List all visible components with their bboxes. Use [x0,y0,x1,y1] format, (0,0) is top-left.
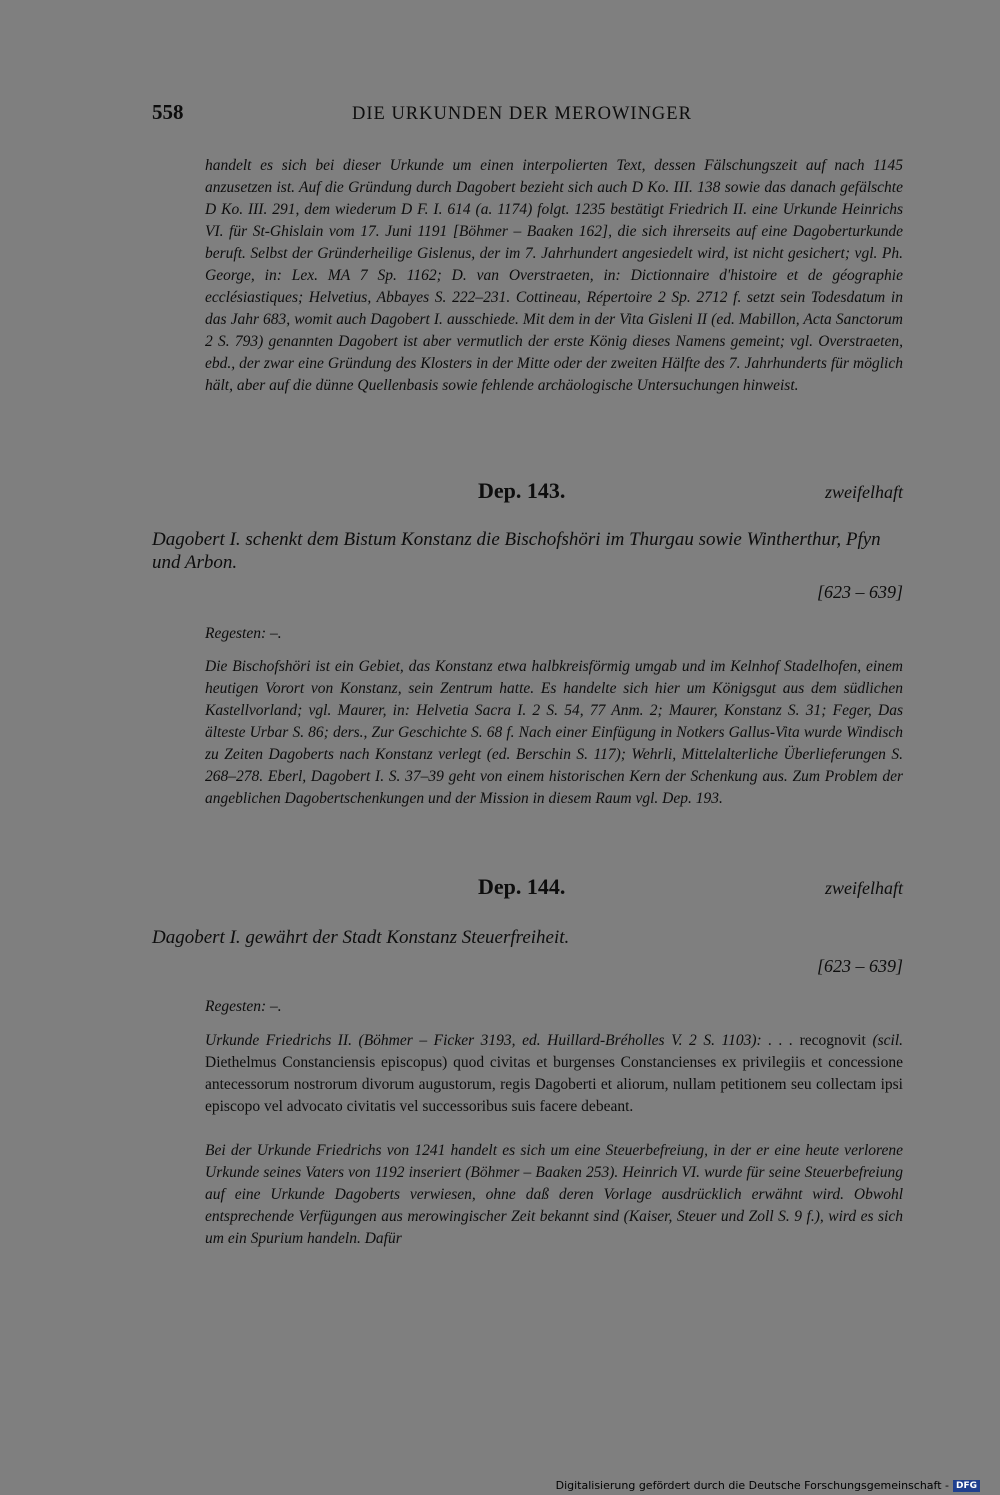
dep144-commentary: Bei der Urkunde Friedrichs von 1241 handelt es sich um eine Steuerbefreiung, in der er eine heute verlorene Urkunde seines Vaters von 1192 inseriert (Böhmer – Baaken 253). Heinrich VI. wurde für seine Steuerbefreiung auf eine Urkunde Dagoberts verwiesen, ohne daß deren Vorlage ausdrücklich erwähnt wird. Obwohl entsprechende Verfügungen aus merowingischer Zeit bekannt sind (Kaiser, Steuer und Zoll S. 9 f.), wird es sich um ein Spurium handeln. Dafür [205,1142,903,1247]
dep144-date: [623 – 639] [816,956,903,976]
quote-recognovit: recognovit [799,1032,866,1049]
dep143-date: [623 – 639] [816,582,903,602]
dep143-regesten: Regesten: –. [205,625,282,642]
dep143-commentary: Die Bischofshöri ist ein Gebiet, das Konstanz etwa halbkreisförmig umgab und im Kelnhof Stadelhofen, einem heutigen Vorort von Konstanz, sein Zentrum hatte. Es handelte sich hier um Königsgut aus dem südlichen Kastellvorland; vgl. Maurer, in: Helvetia Sacra I. 2 S. 54, 77 Anm. 2; Maurer, Konstanz S. 31; Feger, Das älteste Urbar S. 86; ders., Zur Geschichte S. 68 f. Nach einer Einfügung in Notkers Gallus-Vita wurde Windisch zu Zeiten Dagoberts nach Konstanz verlegt (ed. Berschin S. 117); Wehrli, Mittelalterliche Überlieferungen S. 268–278. Eberl, Dagobert I. S. 37–39 geht von einem historischen Kern der Schenkung aus. Zum Problem der angeblichen Dagobertschenkungen und der Mission in diesem Raum vgl. Dep. 193. [205,658,903,807]
dep143-title: Dep. 143. [478,478,566,503]
dep144-quote [205,1030,903,1118]
running-title: DIE URKUNDEN DER MEROWINGER [352,104,692,124]
page-header [152,100,902,130]
quote-body: Diethelmus Constanciensis episcopus) quod civitas et burgenses Constancienses ex privilegiis et concessione antecessorum nostrorum divorum augustorum, regis Dagoberti et aliorum, nullam petitionem seu collectam ipsi episcopo vel advocato civitatis vel successoribus suis facere debeant. [205,1054,903,1115]
footer-credit-text: Digitalisierung gefördert durch die Deutsche Forschungsgemeinschaft - [555,1479,949,1492]
intro-paragraph: handelt es sich bei dieser Urkunde um einen interpolierten Text, dessen Fälschungszeit auf nach 1145 anzusetzen ist. Auf die Gründung durch Dagobert bezieht sich auch D Ko. III. 138 sowie das danach gefälschte D Ko. III. 291, dem wiederum D F. I. 614 (a. 1174) folgt. 1235 bestätigt Friedrich II. eine Urkunde Heinrichs VI. für St-Ghislain vom 17. Juni 1191 [Böhmer – Baaken 162], die sich ihrerseits auf eine Dagoberturkunde beruft. Selbst der Gründerheilige Gislenus, der im 7. Jahrhundert angesiedelt wird, ist nicht gesichert; vgl. Ph. George, in: Lex. MA 7 Sp. 1162; D. van Overstraeten, in: Dictionnaire d'histoire et de géographie ecclésiastiques; Helvetius, Abbayes S. 222–231. Cottineau, Répertoire 2 Sp. 2712 f. setzt sein Todesdatum in das Jahr 683, womit auch Dagobert I. ausschiede. Mit dem in der Vita Gisleni II (ed. Mabillon, Acta Sanctorum 2 S. 793) genannten Dagobert ist aber vermutlich der erste König dieses Namens gemeint; vgl. Overstraeten, ebd., der zwar eine Gründung des Klosters in der Mitte oder der zweiten Hälfte des 7. Jahrhunderts für möglich hält, aber auf die dünne Quellenbasis sowie fehlende archäologische Untersuchungen hinweist. [205,157,903,394]
quote-scil: (scil. [872,1032,903,1049]
dep143-summary: Dagobert I. schenkt dem Bistum Konstanz die Bischofshöri im Thurgau sowie Wintherthur, Pfyn und Arbon. [152,529,881,573]
dep144-regesten: Regesten: –. [205,998,282,1015]
quote-intro: Urkunde Friedrichs II. (Böhmer – Ficker 3193, ed. Huillard-Bréholles V. 2 S. 1103): . . . [205,1032,794,1049]
page-number: 558 [152,100,184,124]
dep143-status: zweifelhaft [825,482,903,502]
dep144-title: Dep. 144. [478,874,566,899]
dfg-logo-icon: DFG [953,1480,980,1492]
footer-credit [556,1479,980,1492]
dep144-summary: Dagobert I. gewährt der Stadt Konstanz Steuerfreiheit. [152,927,570,948]
dep144-status: zweifelhaft [825,878,903,898]
